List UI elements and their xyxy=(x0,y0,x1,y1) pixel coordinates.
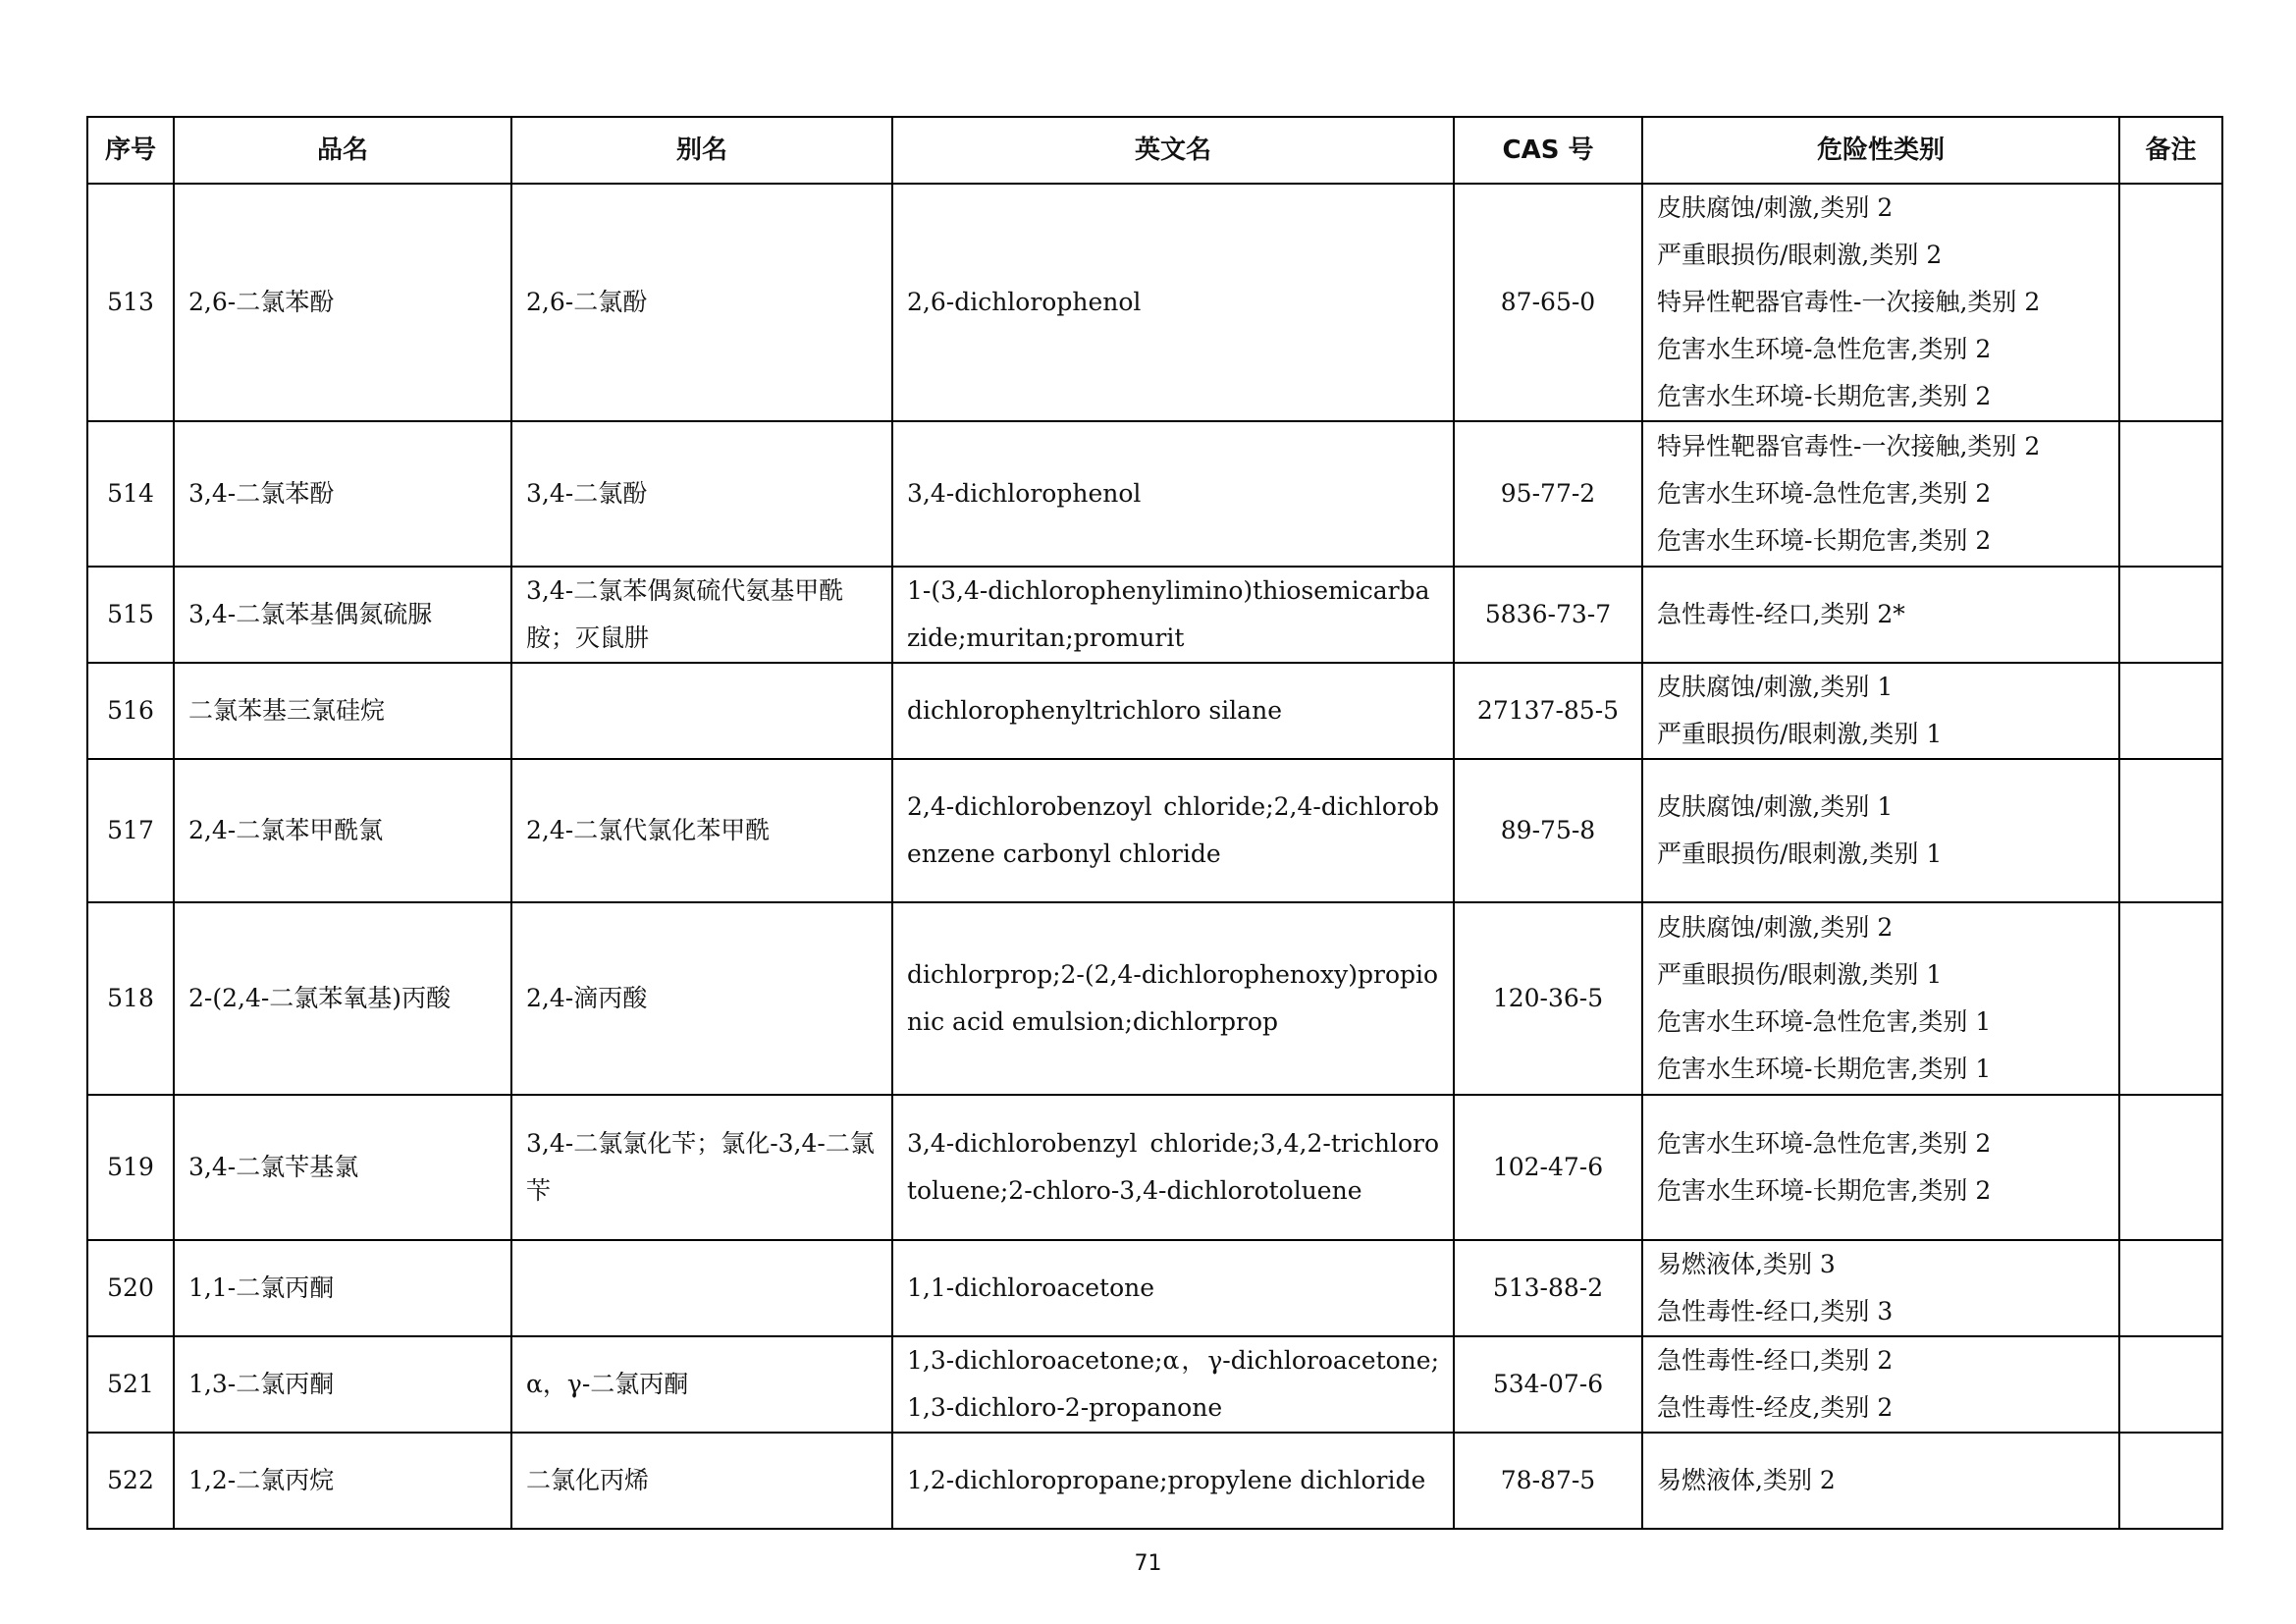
header-hazard-class: 危险性类别 xyxy=(1642,117,2119,184)
hazard-item: 皮肤腐蚀/刺激,类别 2 xyxy=(1657,193,1894,222)
cell-remark xyxy=(2119,1095,2222,1240)
cell-remark xyxy=(2119,902,2222,1095)
cell-name: 2,6-二氯苯酚 xyxy=(174,184,511,421)
cell-english-name: dichlorprop;2-(2,4-dichlorophenoxy)propionic acid emulsion;dichlorprop xyxy=(892,902,1454,1095)
table-row xyxy=(87,184,2222,421)
cell-remark xyxy=(2119,567,2222,663)
cell-english-name: 3,4-dichlorobenzyl chloride;3,4,2-trichloro toluene;2-chloro-3,4-dichlorotoluene xyxy=(892,1095,1454,1240)
cell-remark xyxy=(2119,1433,2222,1529)
cell-cas: 513-88-2 xyxy=(1454,1240,1642,1336)
table-row xyxy=(87,1336,2222,1433)
cell-hazard-class xyxy=(1642,1240,2119,1336)
cell-remark xyxy=(2119,663,2222,759)
hazard-item: 急性毒性-经口,类别 2* xyxy=(1657,600,1905,628)
cell-no: 516 xyxy=(87,663,174,759)
header-name: 品名 xyxy=(174,117,511,184)
cell-alias: 2,4-滴丙酸 xyxy=(511,902,892,1095)
cell-name: 3,4-二氯苄基氯 xyxy=(174,1095,511,1240)
cell-hazard-class xyxy=(1642,1433,2119,1529)
hazard-item: 危害水生环境-急性危害,类别 2 xyxy=(1657,335,1992,363)
cell-no: 517 xyxy=(87,759,174,902)
cell-cas: 102-47-6 xyxy=(1454,1095,1642,1240)
header-alias: 别名 xyxy=(511,117,892,184)
cell-remark xyxy=(2119,1336,2222,1433)
cell-english-name: 1,1-dichloroacetone xyxy=(892,1240,1454,1336)
cell-cas: 78-87-5 xyxy=(1454,1433,1642,1529)
cell-alias: 3,4-二氯酚 xyxy=(511,421,892,567)
chemical-catalog-table xyxy=(86,116,2223,1530)
header-remark: 备注 xyxy=(2119,117,2222,184)
table-body xyxy=(87,184,2222,1529)
header-english-name: 英文名 xyxy=(892,117,1454,184)
cell-hazard-class xyxy=(1642,184,2119,421)
cell-remark xyxy=(2119,421,2222,567)
header-cas: CAS 号 xyxy=(1454,117,1642,184)
hazard-item: 危害水生环境-长期危害,类别 1 xyxy=(1657,1055,1992,1083)
hazard-item: 危害水生环境-长期危害,类别 2 xyxy=(1657,1176,1992,1205)
hazard-item: 危害水生环境-急性危害,类别 2 xyxy=(1657,479,1992,508)
cell-hazard-class xyxy=(1642,902,2119,1095)
hazard-item: 易燃液体,类别 2 xyxy=(1657,1466,1836,1494)
hazard-item: 严重眼损伤/眼刺激,类别 1 xyxy=(1657,720,1943,748)
table-row xyxy=(87,567,2222,663)
cell-name: 2,4-二氯苯甲酰氯 xyxy=(174,759,511,902)
cell-alias: α，γ-二氯丙酮 xyxy=(511,1336,892,1433)
cell-hazard-class xyxy=(1642,1095,2119,1240)
hazard-item: 特异性靶器官毒性-一次接触,类别 2 xyxy=(1657,432,2041,460)
cell-name: 二氯苯基三氯硅烷 xyxy=(174,663,511,759)
cell-no: 522 xyxy=(87,1433,174,1529)
header-no: 序号 xyxy=(87,117,174,184)
hazard-item: 皮肤腐蚀/刺激,类别 1 xyxy=(1657,673,1894,701)
cell-name: 2-(2,4-二氯苯氧基)丙酸 xyxy=(174,902,511,1095)
cell-remark xyxy=(2119,759,2222,902)
table-row xyxy=(87,1240,2222,1336)
cell-alias: 3,4-二氯苯偶氮硫代氨基甲酰胺；灭鼠肼 xyxy=(511,567,892,663)
hazard-item: 急性毒性-经口,类别 3 xyxy=(1657,1297,1894,1326)
table-row xyxy=(87,1095,2222,1240)
hazard-item: 易燃液体,类别 3 xyxy=(1657,1250,1836,1278)
cell-name: 1,1-二氯丙酮 xyxy=(174,1240,511,1336)
hazard-item: 皮肤腐蚀/刺激,类别 1 xyxy=(1657,792,1894,821)
cell-hazard-class xyxy=(1642,567,2119,663)
cell-name: 3,4-二氯苯酚 xyxy=(174,421,511,567)
table-row xyxy=(87,421,2222,567)
cell-alias: 3,4-二氯氯化苄；氯化-3,4-二氯苄 xyxy=(511,1095,892,1240)
hazard-item: 急性毒性-经皮,类别 2 xyxy=(1657,1393,1894,1422)
hazard-item: 皮肤腐蚀/刺激,类别 2 xyxy=(1657,913,1894,942)
cell-hazard-class xyxy=(1642,1336,2119,1433)
cell-name: 1,2-二氯丙烷 xyxy=(174,1433,511,1529)
cell-cas: 87-65-0 xyxy=(1454,184,1642,421)
cell-name: 1,3-二氯丙酮 xyxy=(174,1336,511,1433)
table-row xyxy=(87,902,2222,1095)
cell-cas: 89-75-8 xyxy=(1454,759,1642,902)
cell-no: 514 xyxy=(87,421,174,567)
cell-english-name: 1-(3,4-dichlorophenylimino)thiosemicarbazide;muritan;promurit xyxy=(892,567,1454,663)
hazard-item: 危害水生环境-急性危害,类别 1 xyxy=(1657,1007,1992,1036)
cell-alias: 二氯化丙烯 xyxy=(511,1433,892,1529)
hazard-item: 严重眼损伤/眼刺激,类别 1 xyxy=(1657,960,1943,989)
table-header-row xyxy=(87,117,2222,184)
cell-cas: 5836-73-7 xyxy=(1454,567,1642,663)
cell-english-name: 1,2-dichloropropane;propylene dichloride xyxy=(892,1433,1454,1529)
cell-english-name: 2,4-dichlorobenzoyl chloride;2,4-dichlorobenzene carbonyl chloride xyxy=(892,759,1454,902)
table-row xyxy=(87,663,2222,759)
cell-alias: 2,6-二氯酚 xyxy=(511,184,892,421)
hazard-item: 危害水生环境-长期危害,类别 2 xyxy=(1657,382,1992,410)
hazard-item: 严重眼损伤/眼刺激,类别 2 xyxy=(1657,241,1943,269)
cell-english-name: 1,3-dichloroacetone;α，γ-dichloroacetone;1,3-dichloro-2-propanone xyxy=(892,1336,1454,1433)
cell-cas: 95-77-2 xyxy=(1454,421,1642,567)
table-row xyxy=(87,1433,2222,1529)
page-number: 71 xyxy=(1134,1551,1162,1576)
cell-alias xyxy=(511,1240,892,1336)
cell-hazard-class xyxy=(1642,759,2119,902)
cell-no: 518 xyxy=(87,902,174,1095)
cell-alias xyxy=(511,663,892,759)
hazard-item: 危害水生环境-急性危害,类别 2 xyxy=(1657,1129,1992,1158)
cell-cas: 120-36-5 xyxy=(1454,902,1642,1095)
hazard-item: 急性毒性-经口,类别 2 xyxy=(1657,1346,1894,1375)
cell-no: 520 xyxy=(87,1240,174,1336)
cell-hazard-class xyxy=(1642,421,2119,567)
cell-no: 515 xyxy=(87,567,174,663)
cell-cas: 27137-85-5 xyxy=(1454,663,1642,759)
cell-remark xyxy=(2119,1240,2222,1336)
table-row xyxy=(87,759,2222,902)
cell-hazard-class xyxy=(1642,663,2119,759)
cell-no: 521 xyxy=(87,1336,174,1433)
hazard-item: 特异性靶器官毒性-一次接触,类别 2 xyxy=(1657,288,2041,316)
cell-alias: 2,4-二氯代氯化苯甲酰 xyxy=(511,759,892,902)
cell-english-name: dichlorophenyltrichloro silane xyxy=(892,663,1454,759)
hazard-item: 危害水生环境-长期危害,类别 2 xyxy=(1657,526,1992,555)
cell-english-name: 2,6-dichlorophenol xyxy=(892,184,1454,421)
cell-remark xyxy=(2119,184,2222,421)
cell-no: 513 xyxy=(87,184,174,421)
hazard-item: 严重眼损伤/眼刺激,类别 1 xyxy=(1657,839,1943,868)
cell-name: 3,4-二氯苯基偶氮硫脲 xyxy=(174,567,511,663)
cell-cas: 534-07-6 xyxy=(1454,1336,1642,1433)
cell-english-name: 3,4-dichlorophenol xyxy=(892,421,1454,567)
cell-no: 519 xyxy=(87,1095,174,1240)
